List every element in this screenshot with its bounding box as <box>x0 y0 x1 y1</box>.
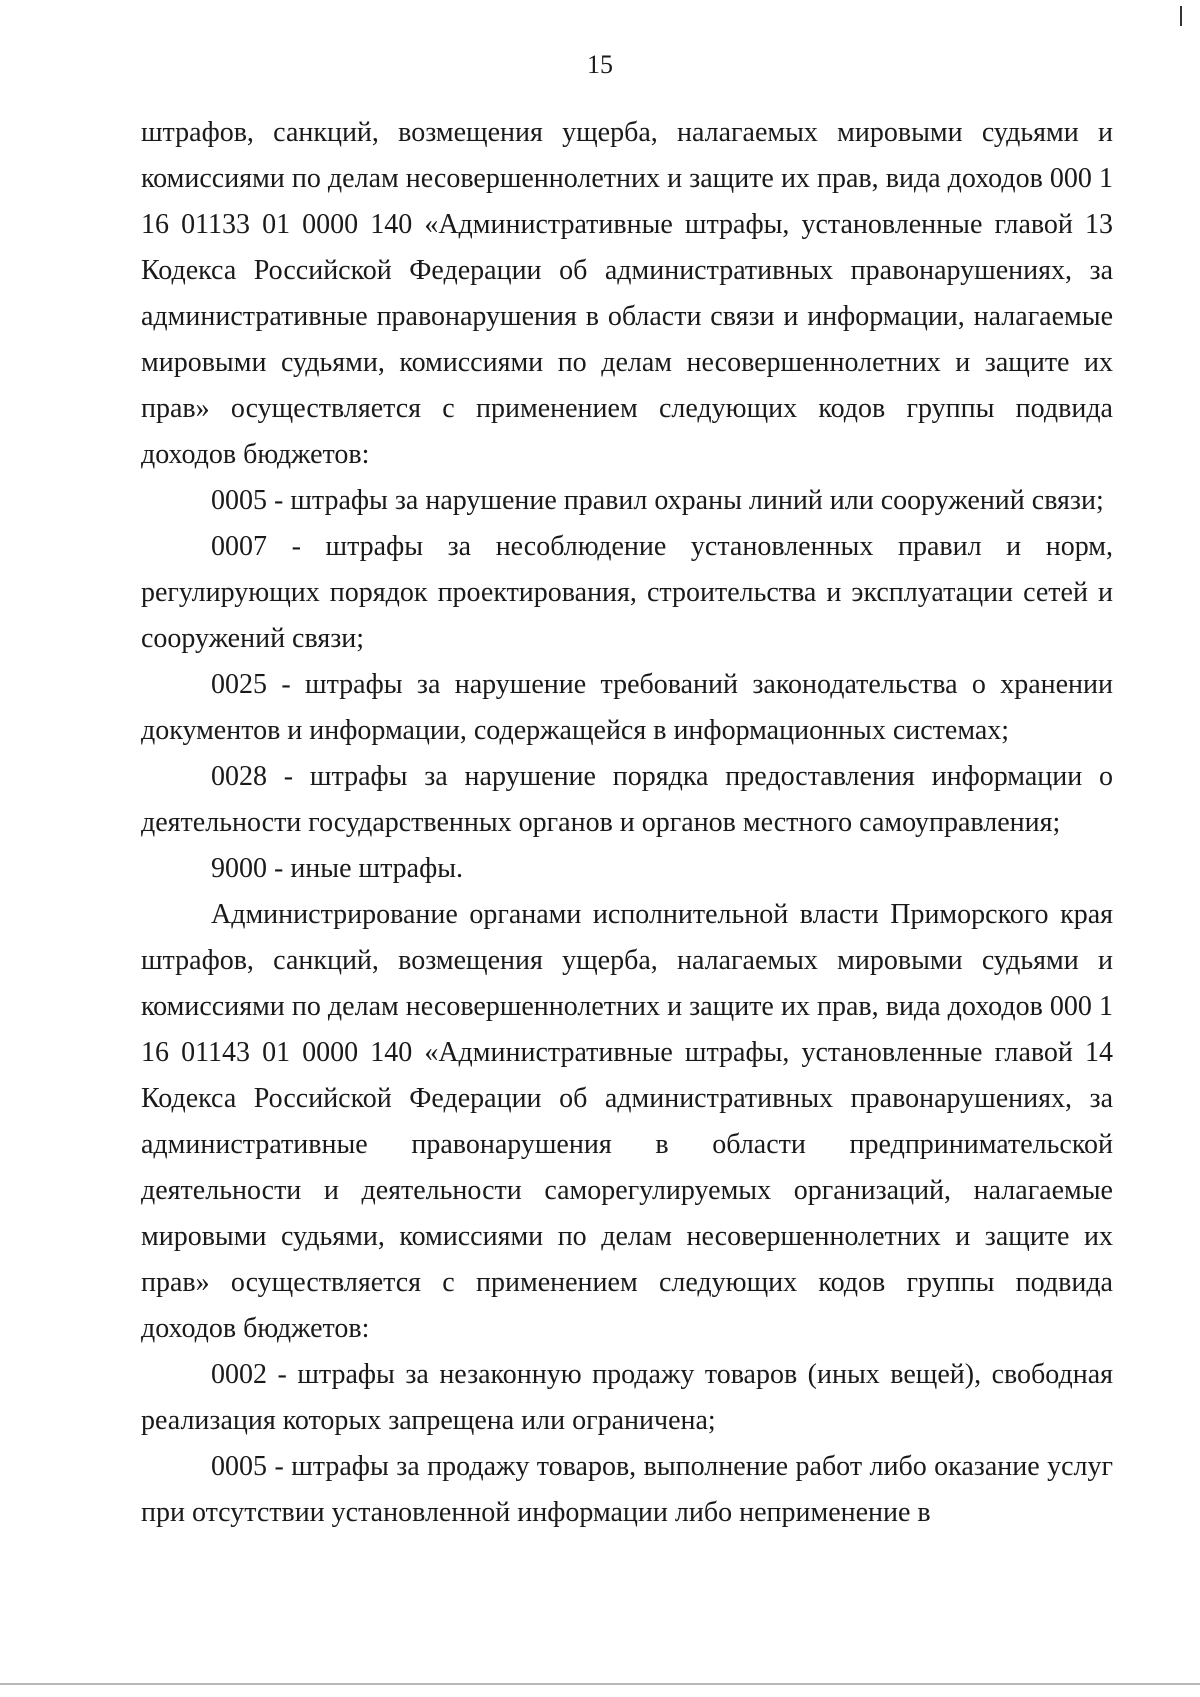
list-item-code-0005: 0005 - штрафы за нарушение правил охраны линий или сооружений связи; <box>211 485 1104 516</box>
list-item-code-0025: 0025 - штрафы за нарушение требований законодательства о хранении документов и информации, содержащейся в информационных системах; <box>141 669 1113 746</box>
document-body <box>141 110 1113 1536</box>
paragraph-continuation: штрафов, санкций, возмещения ущерба, налагаемых мировыми судьями и комиссиями по делам несовершеннолетних и защите их прав, вида доходов 000 1 16 01133 01 0000 140 «Административные штрафы, установленные главой 13 Кодекса Российской Федерации об административных правонарушениях, за административные правонарушения в области связи и информации, налагаемые мировыми судьями, комиссиями по делам несовершеннолетних и защите их прав» осуществляется с применением следующих кодов группы подвида доходов бюджетов: <box>141 117 1113 470</box>
paragraph-administration: Администрирование органами исполнительной власти Приморского края штрафов, санкций, возмещения ущерба, налагаемых мировыми судьями и комиссиями по делам несовершеннолетних и защите их прав, вида доходов 000 1 16 01143 01 0000 140 «Административные штрафы, установленные главой 14 Кодекса Российской Федерации об административных правонарушениях, за административные правонарушения в области предпринимательской деятельности и деятельности саморегулируемых организаций, налагаемые мировыми судьями, комиссиями по делам несовершеннолетних и защите их прав» осуществляется с применением следующих кодов группы подвида доходов бюджетов: <box>141 899 1113 1344</box>
list-item-code-0005-sales: 0005 - штрафы за продажу товаров, выполнение работ либо оказание услуг при отсутствии установленной информации либо неприменение в <box>141 1451 1113 1528</box>
scan-bottom-edge <box>0 1683 1200 1685</box>
list-item-code-0002: 0002 - штрафы за незаконную продажу товаров (иных вещей), свободная реализация которых запрещена или ограничена; <box>141 1359 1113 1436</box>
list-item-code-0028: 0028 - штрафы за нарушение порядка предоставления информации о деятельности государственных органов и органов местного самоуправления; <box>141 761 1113 838</box>
scan-artifact-mark <box>1180 6 1182 26</box>
list-item-code-9000: 9000 - иные штрафы. <box>211 853 464 884</box>
list-item-code-0007: 0007 - штрафы за несоблюдение установленных правил и норм, регулирующих порядок проектирования, строительства и эксплуатации сетей и сооружений связи; <box>141 531 1113 654</box>
page-number: 15 <box>587 50 613 79</box>
